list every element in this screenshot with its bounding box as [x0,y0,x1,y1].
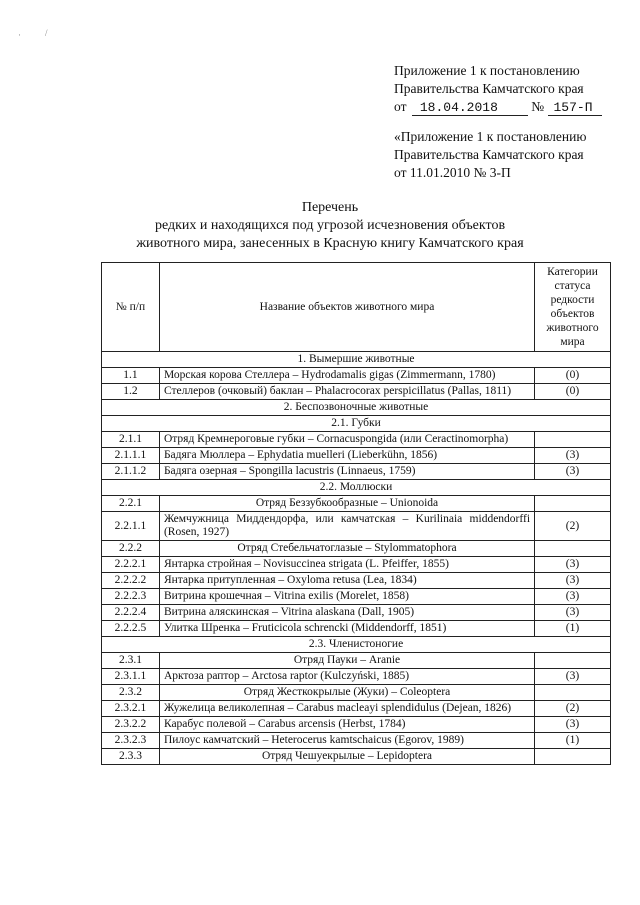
rarity-category: (3) [535,605,611,621]
rarity-category [535,685,611,701]
order-name: Отряд Пауки – Aranie [159,653,534,669]
resolution-date: 18.04.2018 [412,100,528,116]
header-num: № п/п [102,263,160,352]
title-line: животного мира, занесенных в Красную книгу Камчатского края [136,236,524,251]
title-line: редких и находящихся под угрозой исчезновения объектов [154,218,506,233]
table-body [102,352,611,765]
rarity-category: (3) [535,589,611,605]
appendix-original-block [394,128,620,182]
table-row [102,557,611,573]
appendix-line: Приложение 1 к постановлению [394,63,580,78]
species-name: Пилоус камчатский – Heterocerus kamtschaicus (Egorov, 1989) [159,733,534,749]
species-name: Витрина аляскинская – Vitrina alaskana (Dall, 1905) [159,605,534,621]
row-number: 2.2.1.1 [102,512,160,541]
rarity-category [535,432,611,448]
rarity-category [535,496,611,512]
species-name: Стеллеров (очковый) баклан – Phalacrocorax perspicillatus (Pallas, 1811) [159,384,534,400]
row-number: 2.3.3 [102,749,160,765]
row-number: 1.2 [102,384,160,400]
table-section-row [102,400,611,416]
species-name: Улитка Шренка – Fruticicola schrencki (Middendorff, 1851) [159,621,534,637]
table-row [102,589,611,605]
section-title: 1. Вымершие животные [102,352,611,368]
table-order-row [102,541,611,557]
order-name: Отряд Беззубкообразные – Unionoida [159,496,534,512]
row-number: 2.1.1.1 [102,448,160,464]
table-row [102,448,611,464]
species-name: Жемчужница Миддендорфа, или камчатская – Kurilinaia middendorffi (Rosen, 1927) [159,512,534,541]
species-name: Янтарка притупленная – Oxyloma retusa (Lea, 1834) [159,573,534,589]
number-label: № [531,99,545,114]
title-line: Перечень [301,200,359,215]
order-name: Отряд Чешуекрылые – Lepidoptera [159,749,534,765]
species-name: Арктоза раптор – Arctosa raptor (Kulczyński, 1885) [159,669,534,685]
row-number: 2.3.2.3 [102,733,160,749]
rarity-category: (3) [535,557,611,573]
order-name: Отряд Жесткокрылые (Жуки) – Coleoptera [159,685,534,701]
appendix-line: от 11.01.2010 № 3-П [394,165,511,180]
table-row [102,621,611,637]
row-number: 2.2.1 [102,496,160,512]
table-row [102,669,611,685]
appendix-current-block [394,62,620,116]
species-name: Бадяга Мюллера – Ephydatia muelleri (Lieberkühn, 1856) [159,448,534,464]
appendix-date-line [394,98,620,116]
species-name: Витрина крошечная – Vitrina exilis (Morelet, 1858) [159,589,534,605]
row-number: 2.3.2.2 [102,717,160,733]
row-number: 2.3.1 [102,653,160,669]
document-title [100,199,560,253]
margin-mark: / [45,28,48,38]
species-name: Карабус полевой – Carabus arcensis (Herbst, 1784) [159,717,534,733]
header-category: Категории статуса редкости объектов животного мира [535,263,611,352]
row-number: 2.3.1.1 [102,669,160,685]
section-title: 2. Беспозвоночные животные [102,400,611,416]
rarity-category: (0) [535,384,611,400]
appendix-line: Правительства Камчатского края [394,81,584,96]
rarity-category: (2) [535,701,611,717]
table-header-row [102,263,611,352]
section-title: 2.1. Губки [102,416,611,432]
species-name: Отряд Кремнероговые губки – Cornacuspongida (или Ceractinomorpha) [159,432,534,448]
red-book-table [101,262,611,765]
species-name: Жужелица великолепная – Carabus macleayi splendidulus (Dejean, 1826) [159,701,534,717]
table-row [102,573,611,589]
table-row [102,717,611,733]
rarity-category [535,749,611,765]
rarity-category [535,653,611,669]
rarity-category [535,541,611,557]
table-section-row [102,480,611,496]
table-row [102,512,611,541]
row-number: 2.2.2 [102,541,160,557]
rarity-category: (3) [535,717,611,733]
appendix-line: Правительства Камчатского края [394,147,584,162]
species-name: Бадяга озерная – Spongilla lacustris (Linnaeus, 1759) [159,464,534,480]
table-row [102,733,611,749]
rarity-category: (3) [535,573,611,589]
row-number: 2.2.2.5 [102,621,160,637]
row-number: 2.1.1.2 [102,464,160,480]
row-number: 2.2.2.1 [102,557,160,573]
row-number: 2.2.2.3 [102,589,160,605]
margin-mark: · [18,30,21,40]
table-section-row [102,637,611,653]
table-row [102,701,611,717]
header-name: Название объектов животного мира [159,263,534,352]
row-number: 2.2.2.4 [102,605,160,621]
table-order-row [102,685,611,701]
table-order-row [102,653,611,669]
table-row [102,432,611,448]
rarity-category: (3) [535,448,611,464]
table-row [102,368,611,384]
table-order-row [102,749,611,765]
species-name: Морская корова Стеллера – Hydrodamalis gigas (Zimmermann, 1780) [159,368,534,384]
section-title: 2.3. Членистоногие [102,637,611,653]
table-section-row [102,352,611,368]
rarity-category: (1) [535,621,611,637]
table-row [102,384,611,400]
row-number: 2.3.2.1 [102,701,160,717]
section-title: 2.2. Моллюски [102,480,611,496]
table-row [102,464,611,480]
table-row [102,605,611,621]
rarity-category: (0) [535,368,611,384]
table-section-row [102,416,611,432]
table-order-row [102,496,611,512]
order-name: Отряд Стебельчатоглазые – Stylommatophora [159,541,534,557]
resolution-number: 157-П [548,100,602,116]
row-number: 2.3.2 [102,685,160,701]
rarity-category: (2) [535,512,611,541]
from-label: от [394,99,407,114]
row-number: 1.1 [102,368,160,384]
appendix-line: «Приложение 1 к постановлению [394,129,587,144]
rarity-category: (1) [535,733,611,749]
species-name: Янтарка стройная – Novisuccinea strigata (L. Pfeiffer, 1855) [159,557,534,573]
rarity-category: (3) [535,464,611,480]
row-number: 2.1.1 [102,432,160,448]
rarity-category: (3) [535,669,611,685]
row-number: 2.2.2.2 [102,573,160,589]
